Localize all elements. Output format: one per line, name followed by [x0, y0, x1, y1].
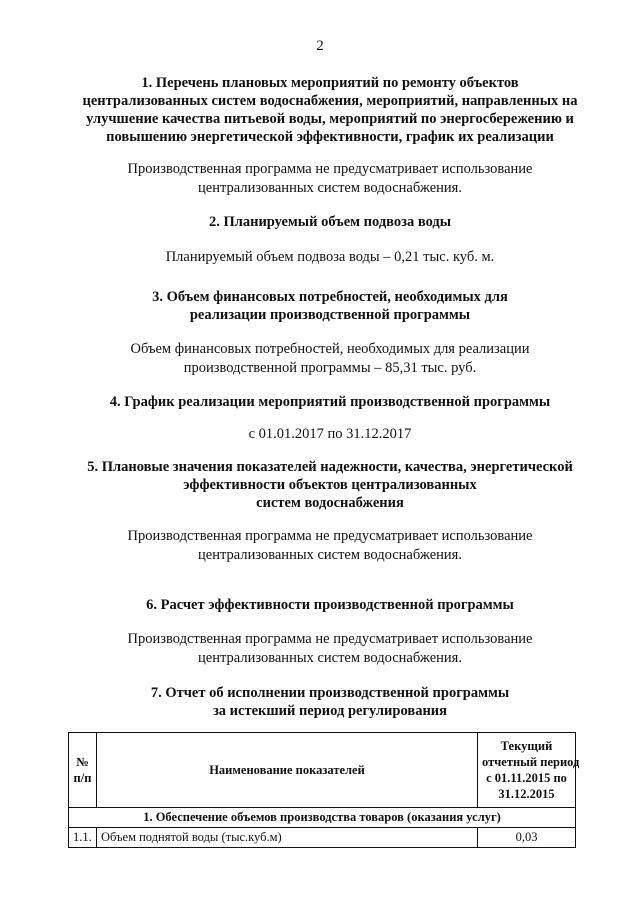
row-value: 0,03 — [478, 828, 576, 848]
section-6-heading: 6. Расчет эффективности производственной программы — [146, 597, 514, 613]
section-3-heading: 3. Объем финансовых потребностей, необходимых для реализации производственной программы — [152, 289, 508, 323]
header-num: № п/п — [69, 733, 97, 808]
row-name: Объем поднятой воды (тыс.куб.м) — [97, 828, 478, 848]
section-5-body: Производственная программа не предусматривает использование централизованных систем водоснабжения. — [127, 528, 533, 563]
table-section-row — [69, 808, 576, 828]
section-7-heading: 7. Отчет об исполнении производственной программы за истекший период регулирования — [150, 685, 510, 719]
table-row — [69, 828, 576, 848]
section-1-body: Производственная программа не предусматривает использование централизованных систем водоснабжения. — [127, 161, 533, 196]
report-table — [68, 732, 580, 848]
page-number: 2 — [316, 38, 324, 54]
section-6-body: Производственная программа не предусматривает использование централизованных систем водоснабжения. — [127, 631, 533, 666]
section-5-heading: 5. Плановые значения показателей надежности, качества, энергетической эффективности объектов централизованных систем водоснабжения — [87, 459, 573, 511]
header-value: Текущий отчетный период с 01.11.2015 по 31.12.2015 — [478, 733, 576, 808]
section-1-heading: 1. Перечень плановых мероприятий по ремонту объектов централизованных систем водоснабжения, мероприятий, направленных на улучшение качества питьевой воды, мероприятий по энергосбережению и повышению энергетической эффективности, график их реализации — [82, 75, 578, 145]
section-3-body: Объем финансовых потребностей, необходимых для реализации производственной программы – 85,31 тыс. руб. — [130, 341, 530, 376]
section-2-heading: 2. Планируемый объем подвоза воды — [208, 214, 452, 230]
table-section-title: 1. Обеспечение объемов производства товаров (оказания услуг) — [69, 808, 576, 828]
row-num: 1.1. — [69, 828, 97, 848]
section-4-heading: 4. График реализации мероприятий производственной программы — [109, 394, 551, 410]
section-4-body: с 01.01.2017 по 31.12.2017 — [248, 426, 412, 442]
section-2-body: Планируемый объем подвоза воды – 0,21 тыс. куб. м. — [165, 249, 495, 265]
table-header-row — [69, 733, 576, 808]
header-name: Наименование показателей — [97, 733, 478, 808]
